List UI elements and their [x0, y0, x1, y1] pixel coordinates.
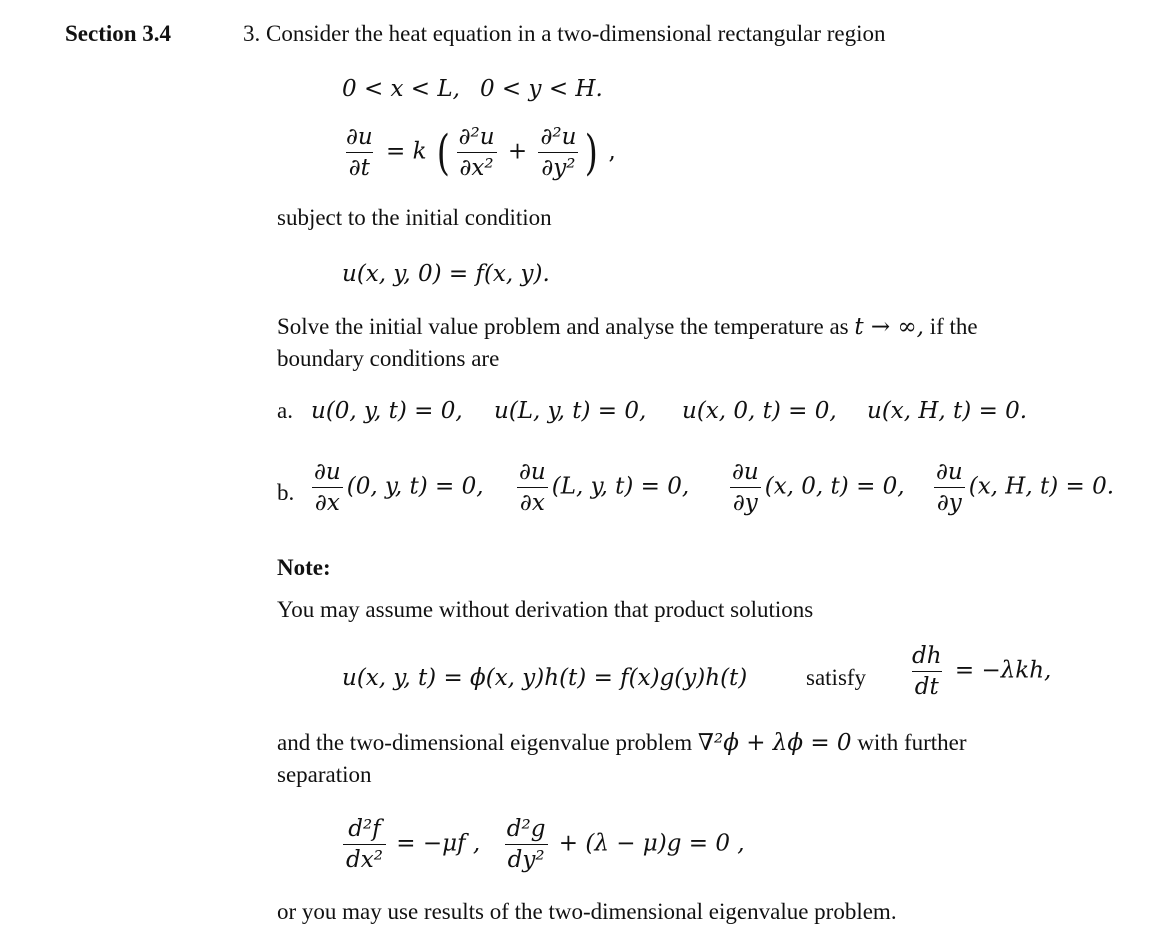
note-heading: Note: — [277, 555, 331, 580]
d2f-dx2-fraction: $\frac{\text{d²f}}{\text{dx²}}$ — [343, 815, 386, 874]
satisfy-word: satisfy — [806, 665, 867, 690]
bc-b-item-2: $\frac{\partial u}{\partial x}$ (L, y, t) = 0, — [513, 458, 689, 517]
bc-b-item-1: $\frac{\partial u}{\partial x}$ (0, y, t) = 0, — [308, 458, 484, 517]
section-label: Section 3.4 — [65, 21, 172, 46]
bc-b-item-4: $\frac{\partial u}{\partial y}$ (x, H, t) = 0. — [930, 458, 1114, 517]
solve-line-1: Solve the initial value problem and analyse the temperature as t → ∞, if the — [277, 314, 978, 340]
final-line: or you may use results of the two-dimensional eigenvalue problem. — [277, 899, 897, 924]
product-solution: u(x, y, t) = ϕ(x, y)h(t) = f(x)g(y)h(t) — [342, 665, 748, 691]
problem-number: 3. — [243, 21, 261, 46]
note-line-1: You may assume without derivation that product solutions — [277, 597, 814, 622]
d2g-dy2-fraction: $\frac{\text{d²g}}{\text{dy²}}$ — [504, 815, 549, 874]
d2u-dy2-fraction: $\frac{\text{∂²u}}{\text{∂y²}}$ — [537, 123, 579, 182]
dh-dt-equation: $\frac{dh}{dt}$ = −λkh, — [912, 643, 1052, 700]
d2u-dx2-fraction: $\frac{\text{∂²u}}{\text{∂x²}}$ — [456, 123, 498, 182]
eigen-line-1: and the two-dimensional eigenvalue problem ∇²ϕ + λϕ = 0 with further — [277, 730, 967, 756]
eigen-equation: ∇²ϕ + λϕ = 0 — [697, 730, 852, 756]
problem-intro: Consider the heat equation in a two-dimensional rectangular region — [266, 21, 886, 46]
y-range: 0 < y < H. — [479, 76, 603, 102]
t-to-infinity: t → ∞, — [854, 314, 924, 340]
bc-a-item-2: u(L, y, t) = 0, — [494, 398, 647, 424]
bc-b-item-3: $\frac{\partial u}{\partial y}$ (x, 0, t) = 0, — [726, 458, 905, 517]
du-dt-fraction: $\frac{\partial u}{\partial t}$ — [346, 124, 373, 181]
initial-condition: u(x, y, 0) = f(x, y). — [342, 261, 550, 287]
bc-a-item-3: u(x, 0, t) = 0, — [682, 398, 837, 424]
heat-equation: $\frac{\partial u}{\partial t}$ = k ( $\frac{\text{∂²u}}{\text{∂x²}}$ + $\frac{\text{∂²u}}{\text{∂y²}}$ ) , — [340, 123, 616, 182]
bc-a-label: a. — [277, 398, 293, 423]
bc-a-item-4: u(x, H, t) = 0. — [867, 398, 1028, 424]
subject-text: subject to the initial condition — [277, 205, 552, 230]
domain-inequality — [342, 75, 603, 103]
bc-a-item-1: u(0, y, t) = 0, — [311, 398, 463, 424]
eigen-line-2: separation — [277, 762, 372, 787]
separation-equations: $\frac{\text{d²f}}{\text{dx²}}$ = −μf , $\frac{\text{d²g}}{\text{dy²}}$ + (λ − μ)g = 0 , — [340, 815, 745, 874]
problem-header — [243, 20, 886, 48]
solve-line-2: boundary conditions are — [277, 346, 500, 371]
x-range: 0 < x < L, — [342, 76, 460, 102]
bc-b-label: b. — [277, 480, 295, 505]
